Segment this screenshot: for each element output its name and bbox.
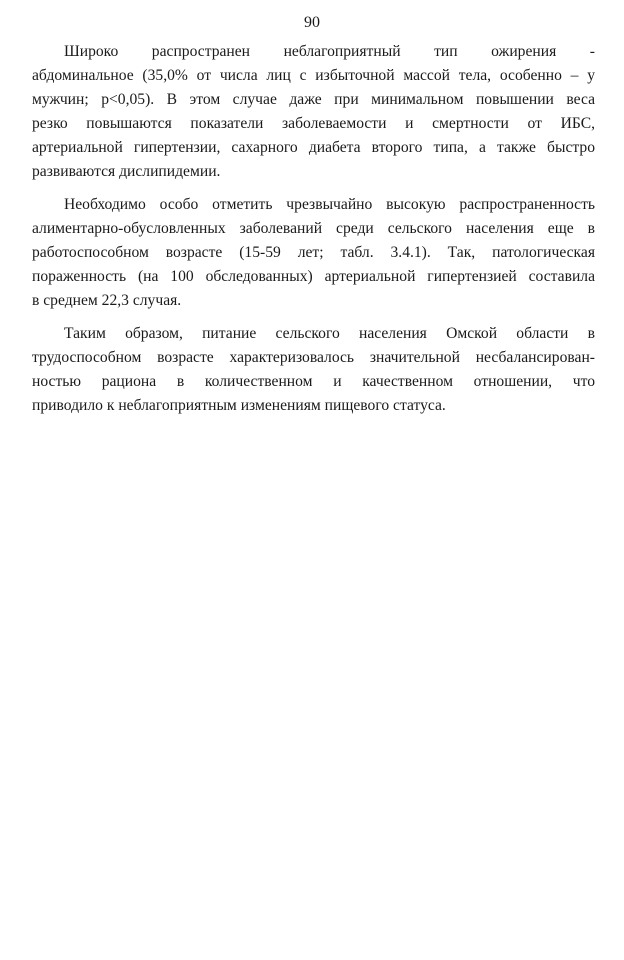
text-line: артериальной гипертензии, сахарного диабета второго типа, а также быстро (32, 139, 595, 156)
text-line: пораженность (на 100 обследованных) артериальной гипертензией составила (32, 268, 595, 285)
text-line: ностью рациона в количественном и качественном отношении, что (32, 373, 595, 390)
text-line: Таким образом, питание сельского населения Омской области в (64, 325, 595, 342)
text-line: в среднем 22,3 случая. (32, 292, 182, 309)
text-line: работоспособном возрасте (15-59 лет; табл. 3.4.1). Так, патологическая (32, 244, 595, 261)
paragraph-conclusion (32, 322, 595, 418)
paragraph-obesity (32, 40, 595, 184)
document-body (32, 40, 595, 427)
paragraph-prevalence (32, 193, 595, 313)
text-line: приводило к неблагоприятным изменениям пищевого статуса. (32, 397, 446, 414)
text-line: Широко распространен неблагоприятный тип ожирения - (64, 43, 595, 60)
text-line: развиваются дислипидемии. (32, 163, 221, 180)
page-number: 90 (304, 14, 320, 31)
text-line: резко повышаются показатели заболеваемости и смертности от ИБС, (32, 115, 595, 132)
text-line: трудоспособном возрасте характеризовалось значительной несбалансирован- (32, 349, 595, 366)
text-line: абдоминальное (35,0% от числа лиц с избыточной массой тела, особенно – у (32, 67, 595, 84)
text-line: алиментарно-обусловленных заболеваний среди сельского населения еще в (32, 220, 595, 237)
text-line: мужчин; р<0,05). В этом случае даже при минимальном повышении веса (32, 91, 595, 108)
text-line: Необходимо особо отметить чрезвычайно высокую распространенность (64, 196, 595, 213)
